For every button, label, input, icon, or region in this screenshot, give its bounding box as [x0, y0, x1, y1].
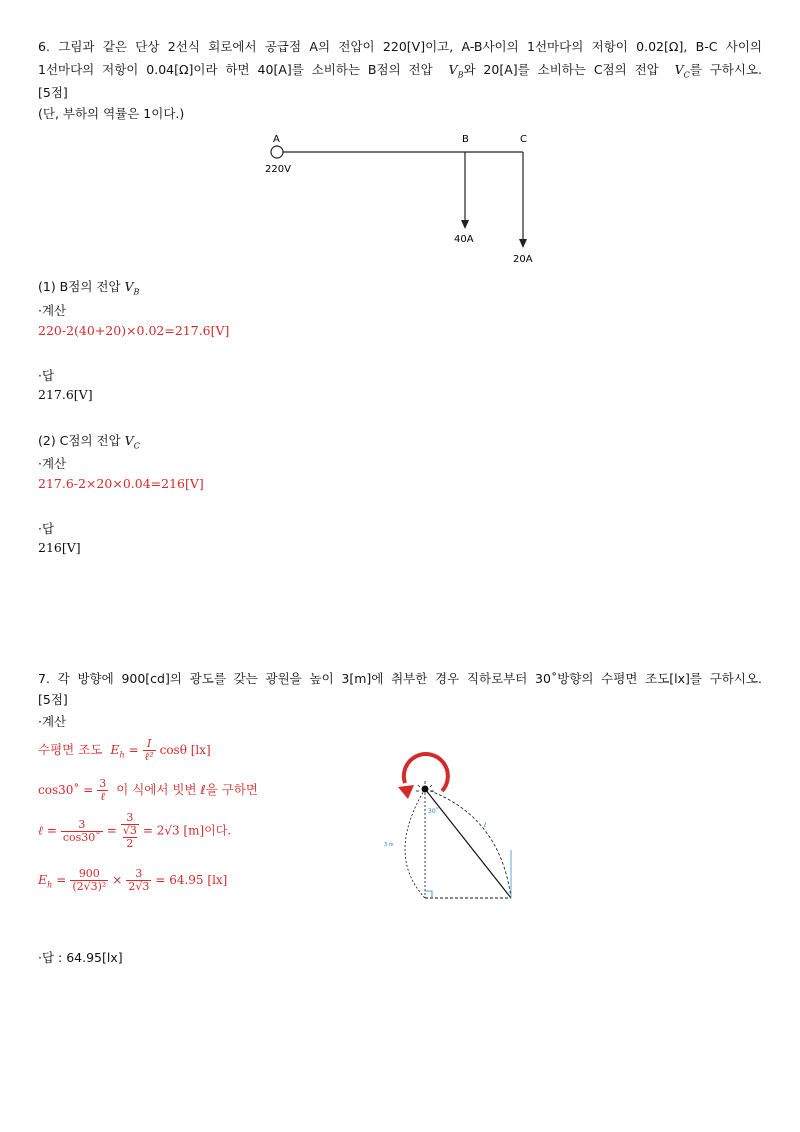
q6-p1-answer: 217.6[V] [38, 387, 93, 402]
label-c: C [520, 134, 527, 145]
q6-p1-calc-label: ·계산 [38, 303, 67, 318]
side-label: 3 m [384, 842, 394, 848]
rotation-arrow-head [398, 785, 414, 799]
q7-answer: ·답 : 64.95[lx] [38, 950, 123, 965]
q6-line1: 6. 그림과 같은 단상 2선식 회로에서 공급점 A의 전압이 220[V]이고, A-B사이의 1선마다의 저항이 0.02[Ω], B-C 사이의 [38, 39, 762, 54]
load-b-label: 40A [454, 234, 474, 245]
q7-line1: 7. 각 방향에 900[cd]의 광도를 갖는 광원을 높이 3[m]에 취부한 경우 직하로부터 30˚방향의 수평면 조도[lx]를 구하시오. [38, 671, 762, 686]
q7-eq1: 수평면 조도 $E_h$ = $\frac{I}{\text{ℓ²}}$ cosθ [lx] [38, 737, 211, 763]
q7-calc-label: ·계산 [38, 714, 67, 729]
q6-p2-answer-label: ·답 [38, 521, 55, 536]
left-arc [405, 789, 425, 898]
q7-eq4: $E_h$ = $\frac{900}{\text{(2√3)²}}$ × $\frac{3}{2√3}$ = 64.95 [lx] [38, 867, 228, 893]
supply-point-a [271, 146, 283, 158]
q6-points: [5점] [38, 85, 68, 100]
q6-note: (단, 부하의 역률은 1이다.) [38, 106, 185, 121]
q7-eq2: cos30˚ = $\frac{3}{\text{ℓ}}$ 이 식에서 빗변 ℓ을 구하면 [38, 777, 258, 803]
load-c-label: 20A [513, 254, 533, 265]
label-a: A [273, 134, 280, 145]
label-b: B [462, 134, 469, 145]
q7-points: [5점] [38, 692, 68, 707]
hypotenuse-line [425, 789, 511, 898]
angle-label: 30˚ [428, 808, 439, 815]
illumination-figure [380, 745, 530, 920]
q6-line2: 1선마다의 저항이 0.04[Ω]이라 하면 40[A]를 소비하는 B점의 전압 $V_B$와 20[A]를 소비하는 C점의 전압 $V_C$를 구하시오. [38, 62, 762, 80]
circuit-diagram [255, 128, 555, 268]
q6-p2-calc: 217.6-2×20×0.04=216[V] [38, 476, 204, 491]
q6-p2-answer: 216[V] [38, 540, 81, 555]
q7-eq3: ℓ = $\frac{3}{\cos 30˚}$ = 3 √3 2 = 2√3 [m]이다. [38, 811, 232, 850]
q6-p1-title: (1) B점의 전압 $V_B$ [38, 279, 140, 297]
hyp-label: ℓ [484, 822, 487, 829]
load-b-arrow [461, 220, 469, 229]
right-angle-marker [425, 891, 432, 898]
q6-p2-calc-label: ·계산 [38, 456, 67, 471]
q6-p1-answer-label: ·답 [38, 368, 55, 383]
load-c-arrow [519, 239, 527, 248]
q6-p2-title: (2) C점의 전압 $V_C$ [38, 433, 140, 451]
voltage-label: 220V [265, 164, 291, 175]
q6-p1-calc: 220-2(40+20)×0.02=217.6[V] [38, 323, 230, 338]
